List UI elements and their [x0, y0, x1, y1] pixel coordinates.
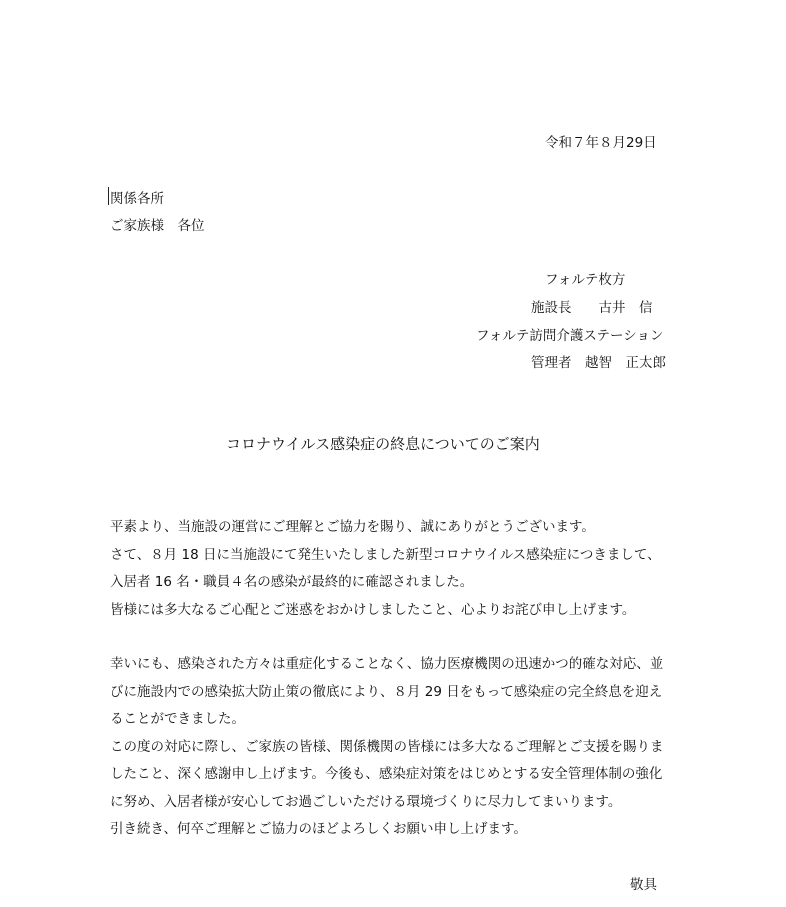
sender-station: フォルテ訪問介護ステーション [476, 328, 664, 344]
body-paragraph-2 [110, 651, 690, 844]
paragraph-line: さて、８月 18 日に当施設にて発生いたしました新型コロナウイルス感染症につきまして、 [110, 546, 661, 563]
paragraph-line: 皆様には多大なるご心配とご迷惑をおかけしましたこと、心よりお詫び申し上げます。 [110, 601, 636, 618]
body-paragraph-1 [110, 514, 690, 624]
paragraph-line: びに施設内での感染拡大防止策の徹底により、８月 29 日をもって感染症の完全終息を迎え [110, 683, 663, 700]
document-title: コロナウイルス感染症の終息についてのご案内 [226, 435, 540, 453]
paragraph-line: 平素より、当施設の運営にご理解とご協力を賜り、誠にありがとうございます。 [110, 519, 595, 535]
sender-director: 施設長 古井 信 [531, 300, 653, 316]
sender-manager: 管理者 越智 正太郎 [531, 355, 666, 371]
paragraph-line: 幸いにも、感染された方々は重症化することなく、協力医療機関の迅速かつ的確な対応、並 [110, 656, 664, 672]
paragraph-line: この度の対応に際し、ご家族の皆様、関係機関の皆様には多大なるご理解とご支援を賜りま [110, 738, 664, 755]
recipient-line-1: 関係各所 [110, 191, 164, 207]
paragraph-line: したこと、深く感謝申し上げます。今後も、感染症対策をはじめとする安全管理体制の強化 [110, 766, 663, 782]
paragraph-line: に努め、入居者様が安心してお過ごしいただける環境づくりに尽力してまいります。 [110, 793, 622, 810]
sender-facility: フォルテ枚方 [545, 272, 626, 288]
paragraph-line: ることができました。 [110, 711, 245, 727]
document-date: 令和７年８月29日 [545, 135, 657, 151]
closing-remark: 敬具 [630, 877, 657, 893]
paragraph-line: 引き続き、何卒ご理解とご協力のほどよろしくお願い申し上げます。 [110, 821, 527, 837]
text-cursor [108, 187, 109, 205]
recipient-line-2: ご家族様 各位 [110, 218, 205, 234]
paragraph-line: 入居者 16 名・職員４名の感染が最終的に確認されました。 [110, 574, 474, 590]
